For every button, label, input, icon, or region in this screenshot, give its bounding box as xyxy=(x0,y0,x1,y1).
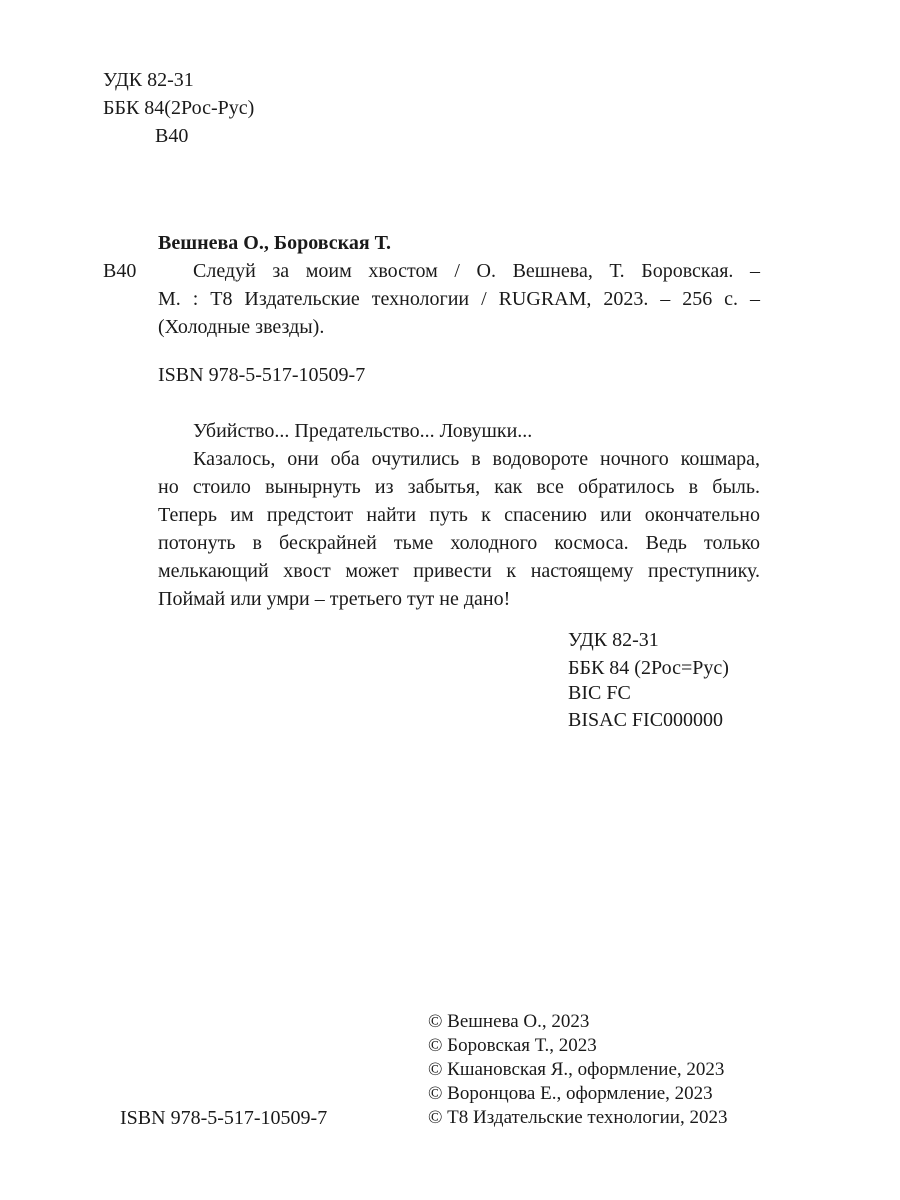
record-mark: В40 xyxy=(103,260,137,282)
record-line: М. : Т8 Издательские технологии / RUGRAM, 2023. – 256 с. – xyxy=(158,288,760,310)
footer-isbn: ISBN 978-5-517-10509-7 xyxy=(120,1107,328,1129)
annotation-line: Теперь им предстоит найти путь к спасению или окончательно xyxy=(158,504,760,526)
record-line: Следуй за моим хвостом / О. Вешнева, Т. Боровская. – xyxy=(193,260,760,282)
copyright-line: © Воронцова Е., оформление, 2023 xyxy=(428,1083,713,1104)
author-mark: В40 xyxy=(155,125,189,147)
copyright-line: © Т8 Издательские технологии, 2023 xyxy=(428,1107,728,1128)
annotation-line: Казалось, они оба очутились в водовороте ночного кошмара, xyxy=(193,448,760,470)
classification-code: BIC FC xyxy=(568,682,631,704)
record-line: (Холодные звезды). xyxy=(158,316,325,338)
annotation-line: потонуть в бескрайней тьме холодного космоса. Ведь только xyxy=(158,532,760,554)
annotation-line: Поймай или умри – третьего тут не дано! xyxy=(158,588,511,610)
annotation-line: Убийство... Предательство... Ловушки... xyxy=(193,420,533,442)
copyright-line: © Кшановская Я., оформление, 2023 xyxy=(428,1059,725,1080)
classification-code: УДК 82-31 xyxy=(568,629,659,651)
annotation-line: но стоило вынырнуть из забытья, как все обратилось в быль. xyxy=(158,476,760,498)
copyright-line: © Боровская Т., 2023 xyxy=(428,1035,597,1056)
copyright-line: © Вешнева О., 2023 xyxy=(428,1011,590,1032)
classification-code: ББК 84 (2Рос=Рус) xyxy=(568,657,729,679)
annotation-line: мелькающий хвост может привести к настоящему преступнику. xyxy=(158,560,760,582)
bbk-code: ББК 84(2Рос-Рус) xyxy=(103,97,255,119)
record-authors: Вешнева О., Боровская Т. xyxy=(158,232,392,254)
record-isbn: ISBN 978-5-517-10509-7 xyxy=(158,364,366,386)
classification-code: BISAC FIC000000 xyxy=(568,709,724,731)
udk-code: УДК 82-31 xyxy=(103,69,194,91)
